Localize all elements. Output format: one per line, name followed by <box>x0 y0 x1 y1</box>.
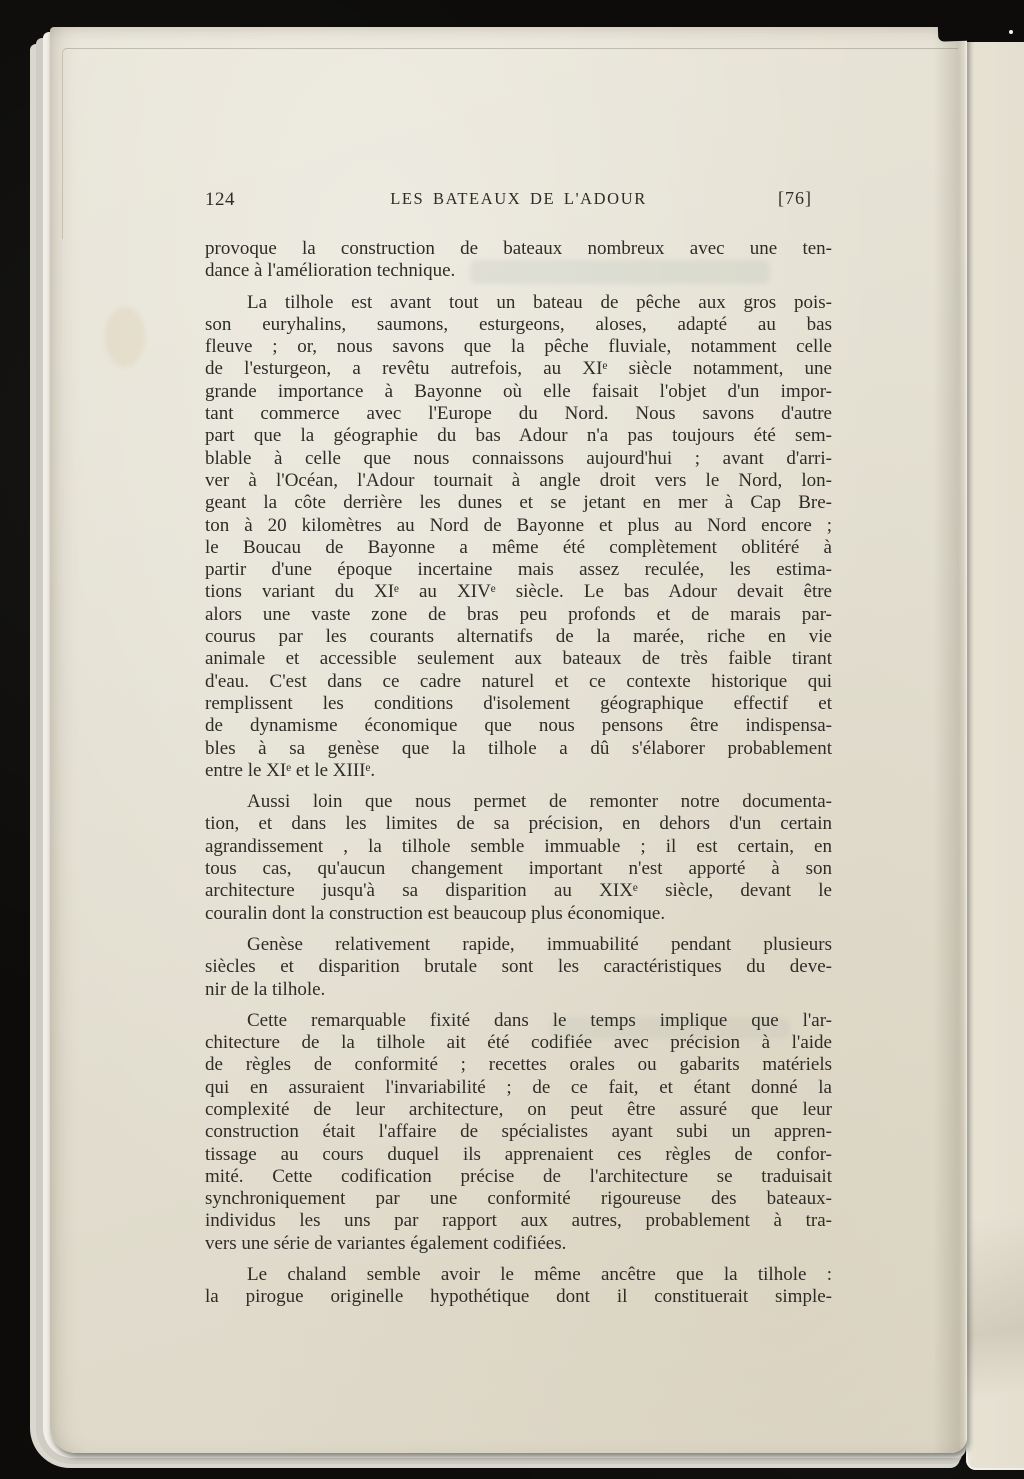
text-line: son euryhalins, saumons, esturgeons, aloses, adapté au bas <box>205 313 832 335</box>
book-page <box>50 27 967 1453</box>
text-line: bles à sa genèse que la tilhole a dû s'élaborer probablement <box>205 737 832 759</box>
text-line: d'eau. C'est dans ce cadre naturel et ce contexte historique qui <box>205 670 832 692</box>
bracket-folio-number: [76] <box>778 188 812 208</box>
page-header <box>205 187 832 213</box>
text-line: nir de la tilhole. <box>205 978 326 1000</box>
text-line: provoque la construction de bateaux nombreux avec une ten- <box>205 238 832 259</box>
paragraph <box>205 1264 832 1309</box>
text-line: tions variant du XIᵉ au XIVᵉ siècle. Le bas Adour devait être <box>205 581 832 603</box>
text-line: tant commerce avec l'Europe du Nord. Nous savons d'autre <box>205 403 832 425</box>
text-line: Aussi loin que nous permet de remonter notre documenta- <box>247 791 832 813</box>
text-line: blable à celle que nous connaissons aujourd'hui ; avant d'arri- <box>205 447 832 469</box>
paragraph <box>205 791 832 925</box>
text-line: construction était l'affaire de spécialistes ayant subi un appren- <box>205 1121 832 1143</box>
text-line: remplissent les conditions d'isolement géographique effectif et <box>205 692 832 714</box>
paragraph <box>205 292 832 783</box>
text-line: le Boucau de Bayonne a même été complètement oblitéré à <box>205 536 832 558</box>
text-line: de l'esturgeon, a revêtu autrefois, au XIᵉ siècle notamment, une <box>205 358 832 380</box>
next-page-edge <box>966 42 1024 1470</box>
text-line: animale et accessible seulement aux bateaux de très faible tirant <box>205 648 832 670</box>
text-line: Genèse relativement rapide, immuabilité pendant plusieurs <box>247 933 832 955</box>
text-line: individus les uns par rapport aux autres, probablement à tra- <box>205 1210 832 1232</box>
text-line: synchroniquement par une conformité rigoureuse des bateaux- <box>205 1188 832 1210</box>
running-title: LES BATEAUX DE L'ADOUR <box>390 189 647 208</box>
text-line: fleuve ; or, nous savons que la pêche fluviale, notamment celle <box>205 336 832 358</box>
text-line: de règles de conformité ; recettes orales ou gabarits matériels <box>205 1054 832 1076</box>
text-line: ver à l'Océan, l'Adour tournait à angle droit vers le Nord, lon- <box>205 469 832 491</box>
text-line: de dynamisme économique que nous pensons être indispensa- <box>205 715 832 737</box>
text-line: siècles et disparition brutale sont les caractéristiques du deve- <box>205 956 832 978</box>
text-line: part que la géographie du bas Adour n'a pas toujours été sem- <box>205 425 832 447</box>
text-line: courus par les courants alternatifs de la marée, riche en vie <box>205 626 832 648</box>
page-top-notch <box>938 18 979 41</box>
paragraph <box>205 1010 832 1255</box>
text-line: alors une vaste zone de bras peu profonds et de marais par- <box>205 603 832 625</box>
text-line: grande importance à Bayonne où elle faisait l'objet d'un impor- <box>205 380 832 402</box>
text-line: La tilhole est avant tout un bateau de pêche aux gros pois- <box>247 291 832 313</box>
page-fold-shadow <box>933 27 967 1453</box>
text-line: la pirogue originelle hypothétique dont il constituerait simple- <box>205 1286 832 1308</box>
text-line: entre le XIᵉ et le XIIIᵉ. <box>205 759 376 781</box>
text-line: geant la côte derrière les dunes et se jetant en mer à Cap Bre- <box>205 492 832 514</box>
text-line: agrandissement , la tilhole semble immuable ; il est certain, en <box>205 835 832 857</box>
text-line: vers une série de variantes également codifiées. <box>205 1232 567 1254</box>
text-line: mité. Cette codification précise de l'architecture se traduisait <box>205 1165 832 1187</box>
page-text <box>205 238 832 1318</box>
text-line: partir d'une époque incertaine mais assez reculée, les estima- <box>205 559 832 581</box>
text-line: complexité de leur architecture, on peut être assuré que leur <box>205 1098 832 1120</box>
text-line: tissage au cours duquel ils apprenaient ces règles de confor- <box>205 1143 832 1165</box>
text-line: Cette remarquable fixité dans le temps implique que l'ar- <box>247 1009 832 1031</box>
text-line: ton à 20 kilomètres au Nord de Bayonne et plus au Nord encore ; <box>205 514 832 536</box>
text-line: tous cas, qu'aucun changement important n'est apporté à son <box>205 858 832 880</box>
page-number: 124 <box>205 189 235 210</box>
paragraph <box>205 238 832 283</box>
foxing-spot <box>105 307 145 367</box>
paragraph <box>205 934 832 1001</box>
page-crease <box>966 827 1024 1470</box>
text-line: couralin dont la construction est beaucoup plus économique. <box>205 902 666 924</box>
text-line: chitecture de la tilhole ait été codifiée avec précision à l'aide <box>205 1032 832 1054</box>
text-line: tion, et dans les limites de sa précision, en dehors d'un certain <box>205 813 832 835</box>
dust-speck <box>1009 30 1013 34</box>
text-line: architecture jusqu'à sa disparition au XIXᵉ siècle, devant le <box>205 880 832 902</box>
text-line: qui en assuraient l'invariabilité ; de ce fait, et étant donné la <box>205 1076 832 1098</box>
text-line: dance à l'amélioration technique. <box>205 260 456 282</box>
text-line: Le chaland semble avoir le même ancêtre que la tilhole : <box>247 1264 832 1286</box>
